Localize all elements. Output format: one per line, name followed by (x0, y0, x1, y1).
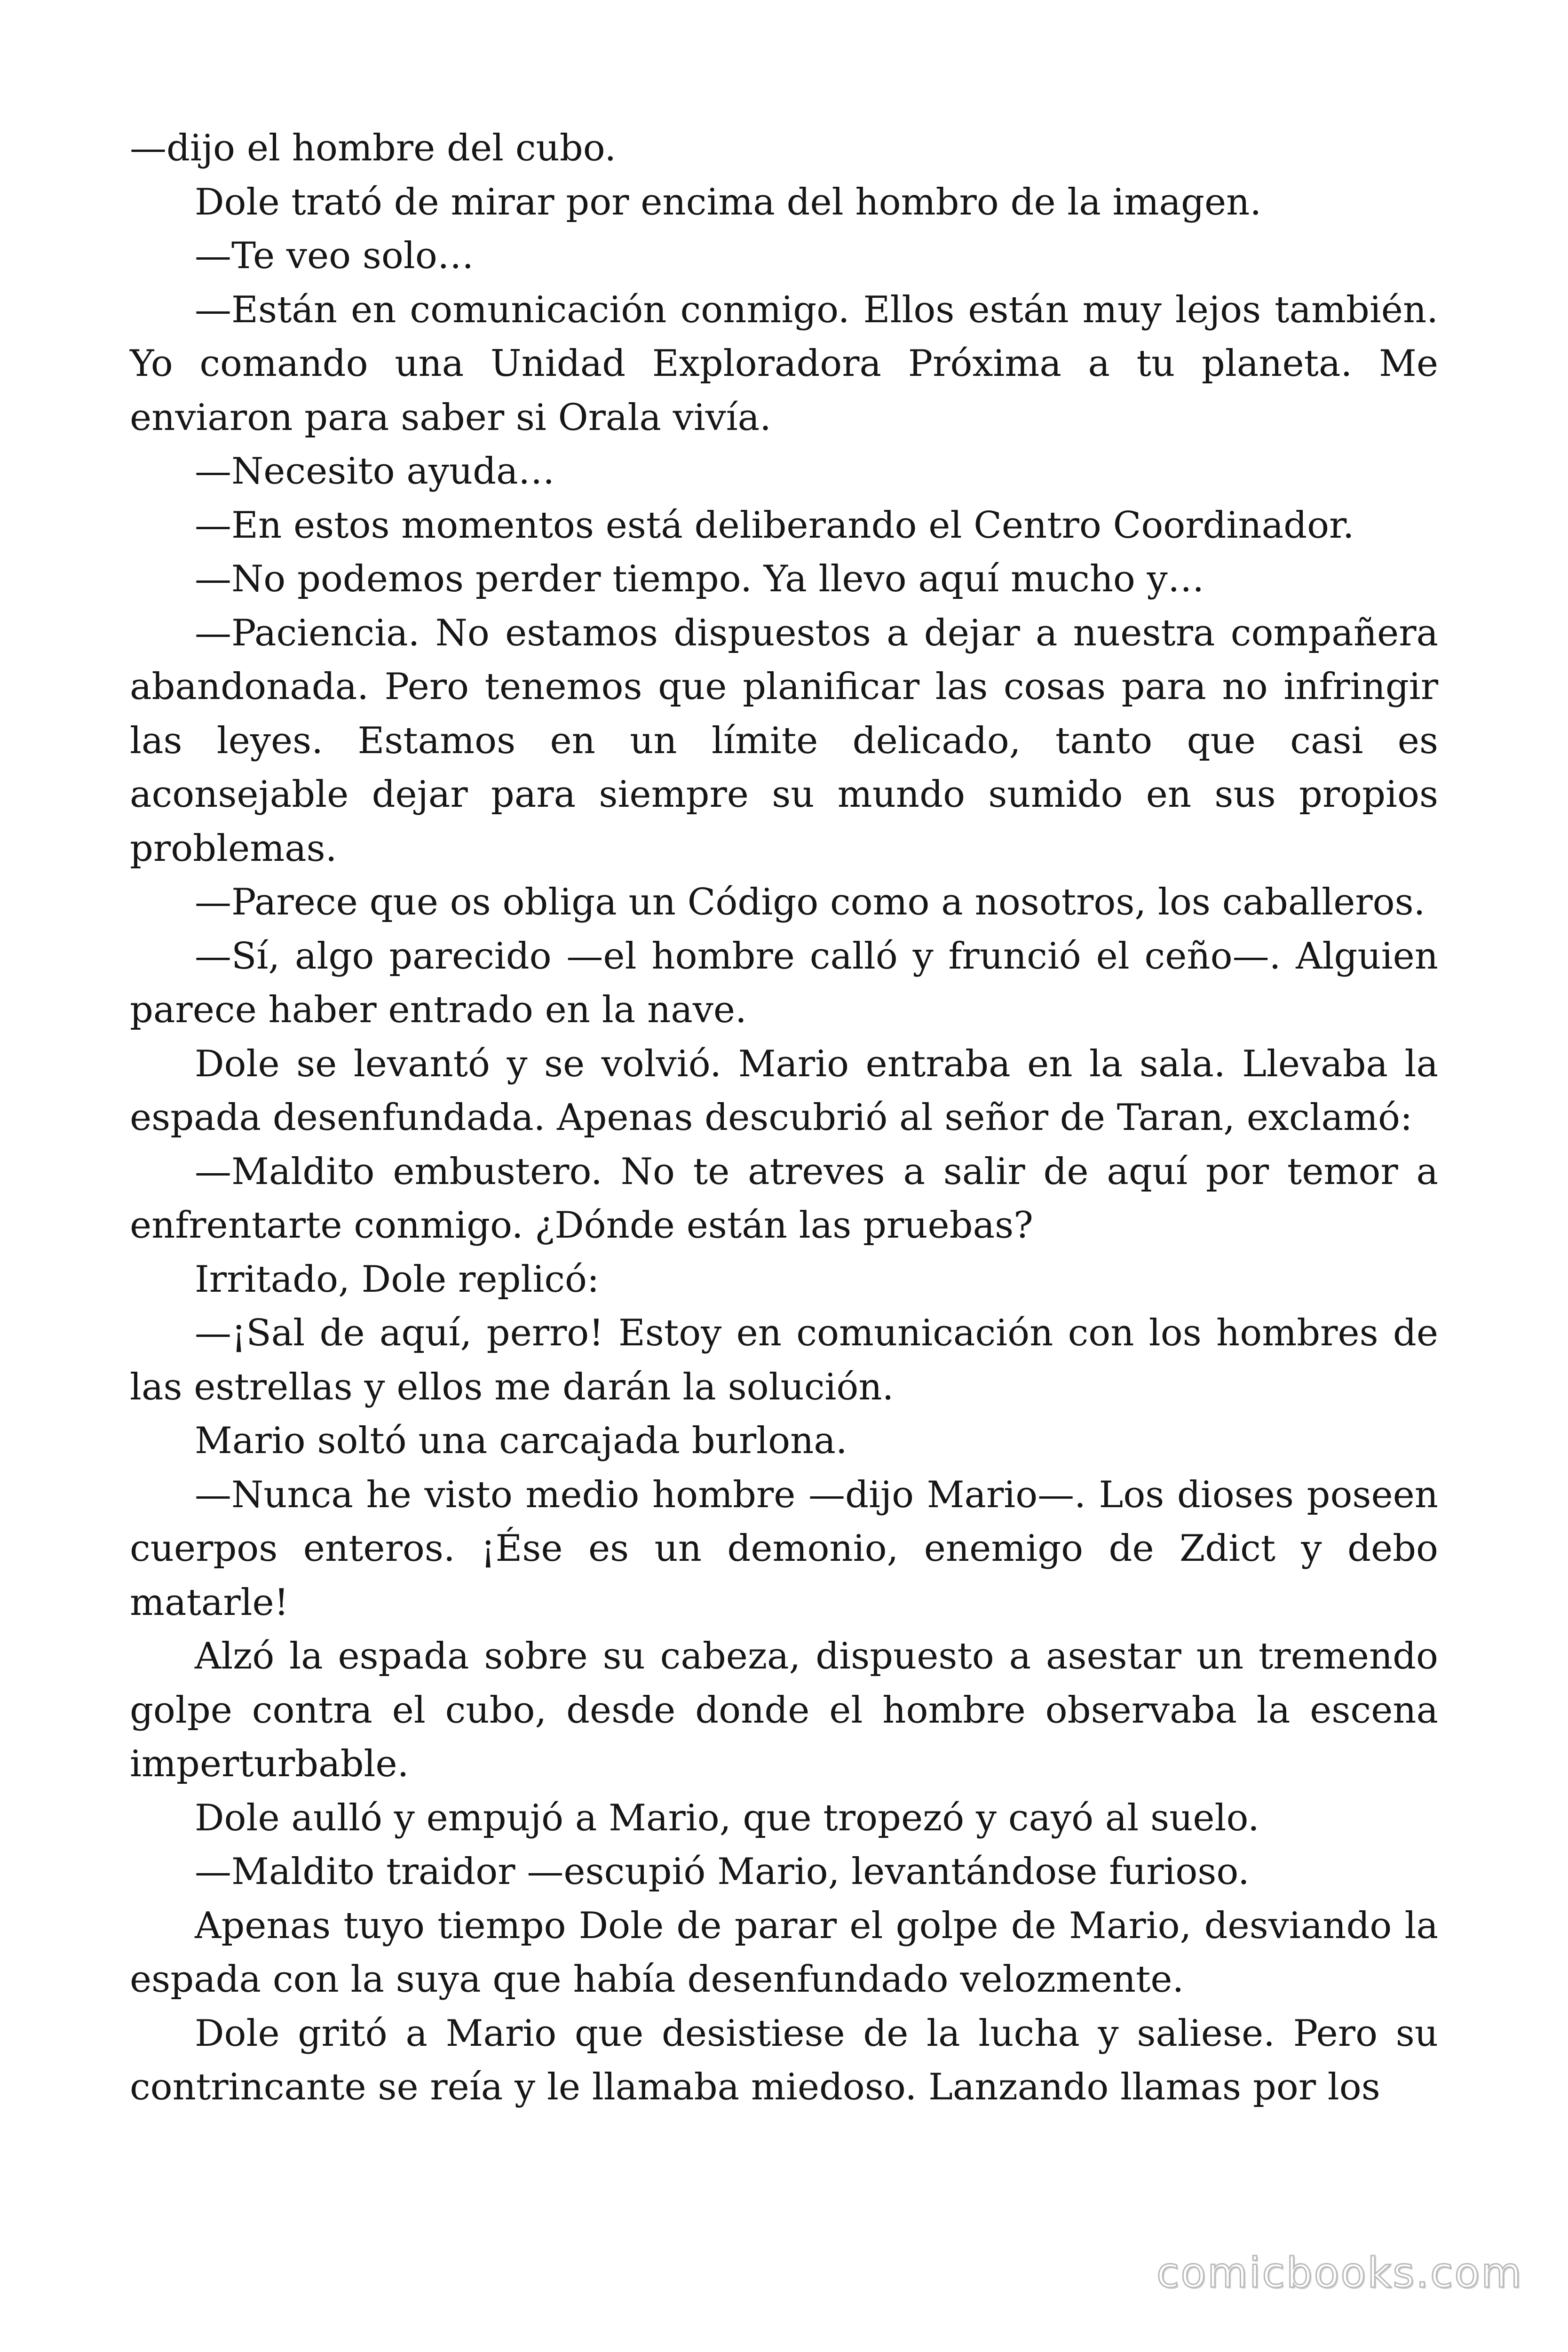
paragraph: —Necesito ayuda… (195, 450, 555, 493)
paragraph: —¡Sal de aquí, perro! Estoy en comunicación con los hombres de las estrellas y ellos me darán la solución. (130, 1312, 1438, 1408)
paragraph: Dole gritó a Mario que desistiese de la lucha y saliese. Pero su contrincante se reía y le llamaba miedoso. Lanzando llamas por los (130, 2012, 1438, 2108)
paragraph: —Nunca he visto medio hombre —dijo Mario—. Los dioses poseen cuerpos enteros. ¡Ése es un demonio, enemigo de Zdict y debo matarle! (130, 1473, 1438, 1624)
watermark: comicbooks.com (1156, 2249, 1523, 2297)
paragraph: —En estos momentos está deliberando el Centro Coordinador. (195, 504, 1354, 547)
paragraph: —Sí, algo parecido —el hombre calló y frunció el ceño—. Alguien parece haber entrado en la nave. (130, 935, 1438, 1031)
paragraph: Mario soltó una carcajada burlona. (195, 1420, 847, 1462)
paragraph: —Maldito traidor —escupió Mario, levantándose furioso. (195, 1851, 1250, 1893)
paragraph: Alzó la espada sobre su cabeza, dispuesto a asestar un tremendo golpe contra el cubo, desde donde el hombre observaba la escena imperturbable. (130, 1635, 1438, 1785)
paragraph: Dole aulló y empujó a Mario, que tropezó y cayó al suelo. (195, 1796, 1259, 1839)
body-text (130, 121, 1438, 2114)
paragraph: Apenas tuyo tiempo Dole de parar el golpe de Mario, desviando la espada con la suya que había desenfundado velozmente. (130, 1904, 1438, 2001)
paragraph: —Están en comunicación conmigo. Ellos están muy lejos también. Yo comando una Unidad Exploradora Próxima a tu planeta. Me enviaron para saber si Orala vivía. (130, 288, 1438, 439)
paragraph: —Te veo solo… (195, 235, 474, 277)
paragraph: Dole se levantó y se volvió. Mario entraba en la sala. Llevaba la espada desenfundada. Apenas descubrió al señor de Taran, exclamó: (130, 1042, 1438, 1139)
paragraph: Dole trató de mirar por encima del hombro de la imagen. (195, 181, 1262, 223)
paragraph: —dijo el hombre del cubo. (130, 127, 617, 169)
paragraph: —Maldito embustero. No te atreves a salir de aquí por temor a enfrentarte conmigo. ¿Dónde están las pruebas? (130, 1150, 1438, 1247)
paragraph: Irritado, Dole replicó: (195, 1258, 600, 1301)
paragraph: —Parece que os obliga un Código como a nosotros, los caballeros. (195, 881, 1425, 923)
paragraph: —Paciencia. No estamos dispuestos a dejar a nuestra compañera abandonada. Pero tenemos que planificar las cosas para no infringir las leyes. Estamos en un límite delicado, tanto que casi es aconsejable dejar para siempre su mundo sumido en sus propios problemas. (130, 612, 1438, 870)
paragraph: —No podemos perder tiempo. Ya llevo aquí mucho y… (195, 558, 1204, 600)
